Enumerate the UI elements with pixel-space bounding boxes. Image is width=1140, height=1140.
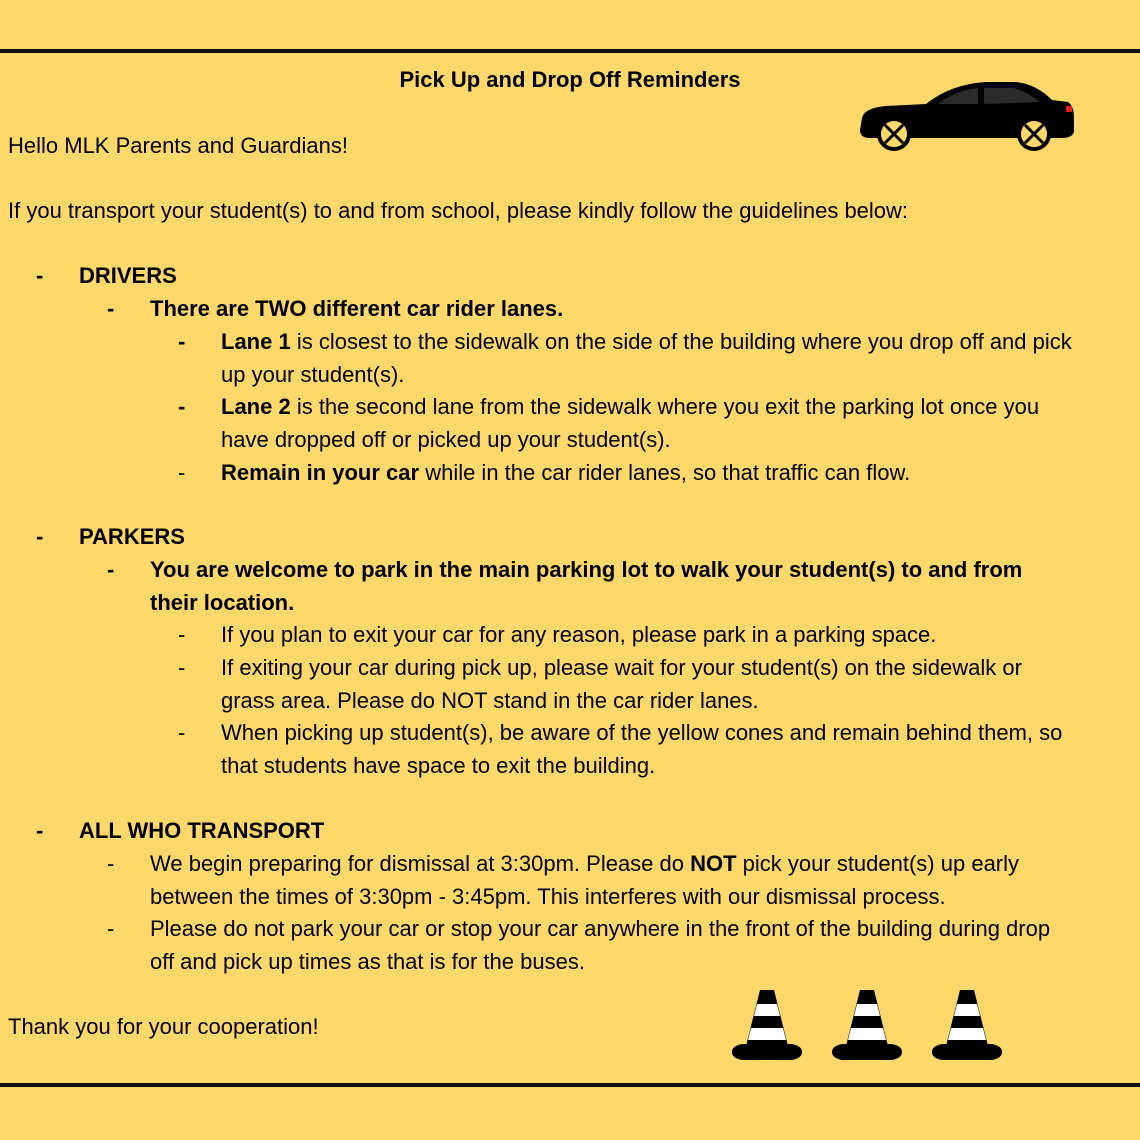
remain-label: Remain in your car <box>221 460 420 485</box>
intro-text: If you transport your student(s) to and from school, please kindly follow the guidelines below: <box>8 198 909 223</box>
bullet: - <box>107 296 115 321</box>
all-item-2: Please do not park your car or stop your car anywhere in the front of the building during drop <box>150 916 1051 941</box>
drivers-subheading: There are TWO different car rider lanes. <box>150 296 564 321</box>
traffic-cone-icon <box>828 988 906 1064</box>
traffic-cone-icon <box>728 988 806 1064</box>
parkers-item-2: If exiting your car during pick up, please wait for your student(s) on the sidewalk or <box>221 655 1022 680</box>
bullet: - <box>107 916 115 941</box>
parkers-item-3: When picking up student(s), be aware of the yellow cones and remain behind them, so <box>221 720 1063 745</box>
remain-text: while in the car rider lanes, so that traffic can flow. <box>419 460 911 485</box>
all-item-1-continued: between the times of 3:30pm - 3:45pm. This interferes with our dismissal process. <box>150 884 946 909</box>
bullet: - <box>178 329 186 354</box>
parkers-subheading-continued: their location. <box>150 590 295 615</box>
all-item-2-continued: off and pick up times as that is for the buses. <box>150 949 585 974</box>
lane2-text: is the second lane from the sidewalk where you exit the parking lot once you <box>290 394 1040 419</box>
parkers-subheading: You are welcome to park in the main parking lot to walk your student(s) to and from <box>150 557 1023 582</box>
bullet: - <box>178 460 186 485</box>
all-item-1-text: We begin preparing for dismissal at 3:30pm. Please do <box>150 851 691 876</box>
top-rule <box>0 49 1140 53</box>
bullet: - <box>178 655 186 680</box>
bullet: - <box>178 720 186 745</box>
drivers-heading: DRIVERS <box>79 263 177 288</box>
lane1-item <box>221 329 1072 355</box>
car-icon <box>856 78 1076 156</box>
greeting: Hello MLK Parents and Guardians! <box>8 133 348 158</box>
lane2-label: Lane 2 <box>221 394 291 419</box>
traffic-cone-icon <box>928 988 1006 1064</box>
not-emphasis: NOT <box>690 851 737 876</box>
parkers-item-3-continued: that students have space to exit the building. <box>221 753 656 778</box>
parkers-item-2-continued: grass area. Please do NOT stand in the car rider lanes. <box>221 688 759 713</box>
lane1-text-continued: up your student(s). <box>221 362 405 387</box>
all-item-1 <box>150 851 1019 877</box>
bullet: - <box>36 818 44 843</box>
all-item-1-text-end: pick your student(s) up early <box>736 851 1020 876</box>
thanks-text: Thank you for your cooperation! <box>8 1014 319 1039</box>
parkers-heading: PARKERS <box>79 524 185 549</box>
remain-item <box>221 460 910 486</box>
lane1-text: is closest to the sidewalk on the side of the building where you drop off and pick <box>290 329 1072 354</box>
parkers-item-1: If you plan to exit your car for any reason, please park in a parking space. <box>221 622 937 647</box>
bullet: - <box>107 557 115 582</box>
bullet: - <box>36 524 44 549</box>
all-heading: ALL WHO TRANSPORT <box>79 818 325 843</box>
bullet: - <box>178 622 186 647</box>
bullet: - <box>178 394 186 419</box>
bottom-rule <box>0 1083 1140 1087</box>
lane1-label: Lane 1 <box>221 329 291 354</box>
bullet: - <box>107 851 115 876</box>
lane2-text-continued: have dropped off or picked up your student(s). <box>221 427 671 452</box>
bullet: - <box>36 263 44 288</box>
page-title: Pick Up and Drop Off Reminders <box>399 67 741 92</box>
lane2-item <box>221 394 1039 420</box>
